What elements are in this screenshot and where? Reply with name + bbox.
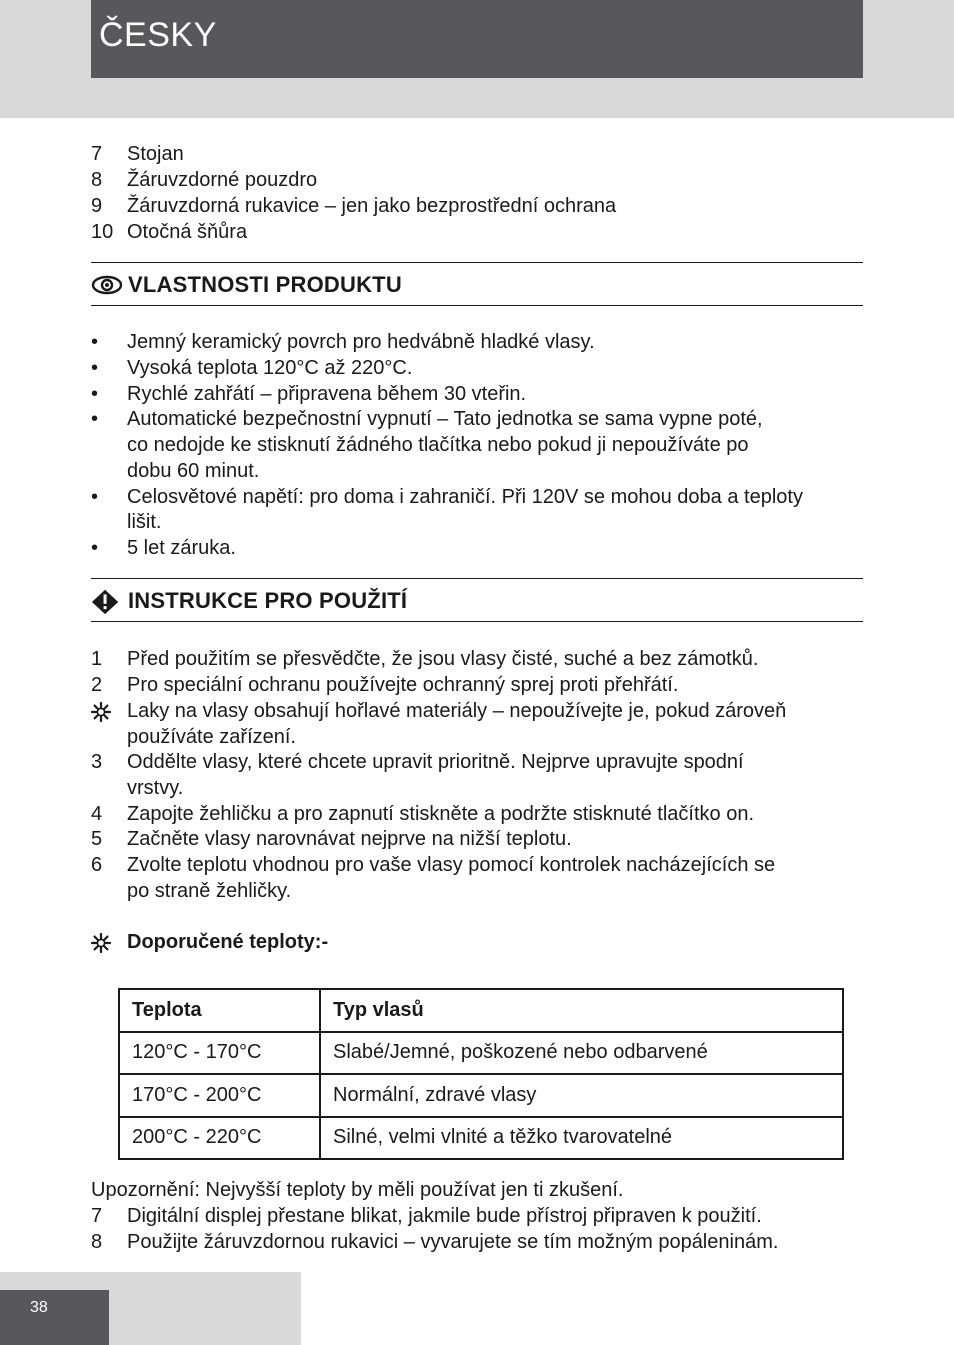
step-text: Použijte žáruvzdornou rukavici – vyvarujete se tím možným popáleninám. [127, 1231, 779, 1253]
warning-note [91, 1178, 863, 1204]
table-cell: 120°C - 170°C [119, 1032, 320, 1075]
step-text: Před použitím se přesvědčte, že jsou vlasy čisté, suché a bez zámotků. [127, 648, 759, 670]
item-text: Vysoká teplota 120°C až 220°C. [127, 357, 413, 379]
table-cell: Normální, zdravé vlasy [320, 1074, 843, 1117]
table-header-row [119, 989, 843, 1032]
step-text: Digitální displej přestane blikat, jakmile bude přístroj připraven k použití. [127, 1205, 762, 1227]
table-row [119, 1117, 843, 1160]
item-text: Automatické bezpečnostní vypnutí – Tato jednotka se sama vypne poté, [127, 408, 763, 430]
item-text: Žáruvzdorná rukavice – jen jako bezprostřední ochrana [127, 195, 617, 217]
step-text: po straně žehličky. [127, 880, 292, 902]
page-title: ČESKY [99, 16, 217, 54]
eye-icon [91, 273, 123, 297]
star-icon [91, 702, 111, 722]
features-heading: VLASTNOSTI PRODUKTU [128, 272, 402, 297]
item-text: co nedojde ke stisknutí žádného tlačítka nebo pokud ji nepoužíváte po [127, 434, 749, 456]
temperature-table [118, 988, 844, 1160]
item-text: Celosvětové napětí: pro doma i zahraničí. Při 120V se mohou doba a teploty [127, 486, 803, 508]
note-text: Upozornění: Nejvyšší teploty by měli používat jen ti zkušení. [91, 1179, 624, 1201]
features-section-heading [91, 262, 863, 306]
bullet: • [91, 383, 99, 405]
table-row [119, 1074, 843, 1117]
item-number: 10 [91, 221, 114, 243]
bullet: • [91, 486, 99, 508]
item-number: 8 [91, 169, 103, 191]
item-text: Stojan [127, 143, 184, 165]
table-row [119, 1032, 843, 1075]
step-number: 4 [91, 803, 103, 825]
bullet: • [91, 331, 99, 353]
step-text: Zapojte žehličku a pro zapnutí stiskněte a podržte stisknuté tlačítko on. [127, 803, 755, 825]
step-text: Oddělte vlasy, které chcete upravit prioritně. Nejprve upravujte spodní [127, 751, 744, 773]
bullet: • [91, 357, 99, 379]
table-cell: 170°C - 200°C [119, 1074, 320, 1117]
step-number: 8 [91, 1231, 103, 1253]
step-number: 3 [91, 751, 103, 773]
step-text: Začněte vlasy narovnávat nejprve na nižší teplotu. [127, 828, 572, 850]
step-text: vrstvy. [127, 777, 184, 799]
warning-icon [91, 588, 121, 614]
step-number: 5 [91, 828, 103, 850]
table-header: Typ vlasů [320, 989, 843, 1032]
language-title-bar [91, 0, 863, 78]
recommended-temps-text: Doporučené teploty:- [127, 931, 329, 953]
item-text: Jemný keramický povrch pro hedvábně hladké vlasy. [127, 331, 595, 353]
page-number-box [0, 1290, 109, 1345]
page-number: 38 [30, 1299, 48, 1316]
bullet: • [91, 537, 99, 559]
item-number: 9 [91, 195, 103, 217]
item-text: 5 let záruka. [127, 537, 236, 559]
step-text: Zvolte teplotu vhodnou pro vaše vlasy pomocí kontrolek nacházejících se [127, 854, 776, 876]
step-text: Laky na vlasy obsahují hořlavé materiály – nepoužívejte je, pokud zároveň [127, 700, 787, 722]
table-cell: Slabé/Jemné, poškozené nebo odbarvené [320, 1032, 843, 1075]
item-text: lišit. [127, 511, 162, 533]
item-text: Otočná šňůra [127, 221, 248, 243]
step-text: používáte zařízení. [127, 726, 296, 748]
table-cell: Silné, velmi vlnité a těžko tvarovatelné [320, 1117, 843, 1160]
table-cell: 200°C - 220°C [119, 1117, 320, 1160]
item-text: Žáruvzdorné pouzdro [127, 169, 318, 191]
step-text: Pro speciální ochranu používejte ochranný sprej proti přehřátí. [127, 674, 679, 696]
star-icon [91, 933, 111, 953]
item-text: dobu 60 minut. [127, 460, 260, 482]
bullet: • [91, 408, 99, 430]
instructions-heading: INSTRUKCE PRO POUŽITÍ [128, 588, 408, 613]
step-number: 6 [91, 854, 103, 876]
item-text: Rychlé zahřátí – připravena během 30 vteřin. [127, 383, 527, 405]
table-header: Teplota [119, 989, 320, 1032]
step-number: 1 [91, 648, 103, 670]
step-number: 7 [91, 1205, 103, 1227]
step-number: 2 [91, 674, 103, 696]
item-number: 7 [91, 143, 103, 165]
instructions-section-heading [91, 578, 863, 622]
